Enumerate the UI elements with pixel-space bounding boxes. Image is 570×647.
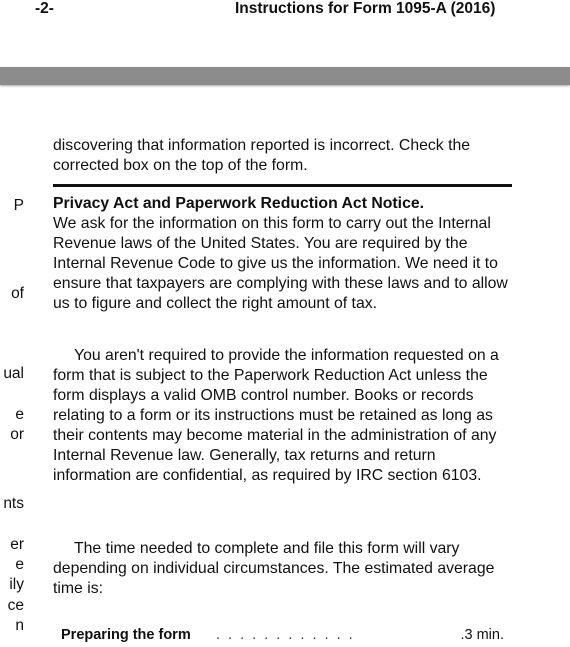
left-fragment: er — [10, 536, 24, 553]
time-estimate-paragraph: The time needed to complete and file this form will vary depending on individual circumstances. The estimated average time is: — [53, 540, 495, 597]
section-divider-rule — [53, 184, 512, 187]
omb-paragraph: You aren't required to provide the information requested on a form that is subject to the Paperwork Reduction Act unless the form displays a valid OMB control number. Books or records relating to a form or its instructions must be retained as long as their contents may become material in the administration of any Internal Revenue law. Generally, tax returns and return information are confidential, as required by IRC section 6103. — [53, 347, 499, 484]
left-fragment: e — [15, 406, 24, 423]
left-fragment: n — [15, 617, 24, 634]
left-fragment: ily — [9, 576, 24, 593]
left-fragment: P — [13, 197, 24, 214]
time-table-row — [61, 626, 504, 644]
page-number: -2- — [35, 0, 54, 17]
privacy-notice-paragraph — [53, 194, 513, 314]
time-row-value: .3 min. — [460, 627, 504, 643]
page-header-title: Instructions for Form 1095-A (2016) — [235, 0, 496, 17]
left-fragment: nts — [3, 495, 24, 512]
time-row-leader-dots: . . . . . . . . . . . . — [216, 627, 355, 643]
left-fragment: of — [11, 285, 24, 302]
left-column-clipped — [0, 0, 24, 647]
page-separator-band — [0, 67, 570, 85]
privacy-notice-heading: Privacy Act and Paperwork Reduction Act Notice. — [53, 195, 425, 212]
privacy-notice-body: We ask for the information on this form to carry out the Internal Revenue laws of the United States. You are required by the Internal Revenue Code to give us the information. We need it to ensure that taxpayers are complying with these laws and to allow us to figure and collect the right amount of tax. — [53, 215, 508, 312]
left-fragment: or — [10, 426, 24, 443]
left-fragment: ce — [7, 597, 24, 614]
time-row-label: Preparing the form — [61, 627, 191, 643]
intro-paragraph: discovering that information reported is incorrect. Check the corrected box on the top of the form. — [53, 137, 471, 174]
left-fragment: ual — [3, 365, 24, 382]
left-fragment: e — [15, 556, 24, 573]
